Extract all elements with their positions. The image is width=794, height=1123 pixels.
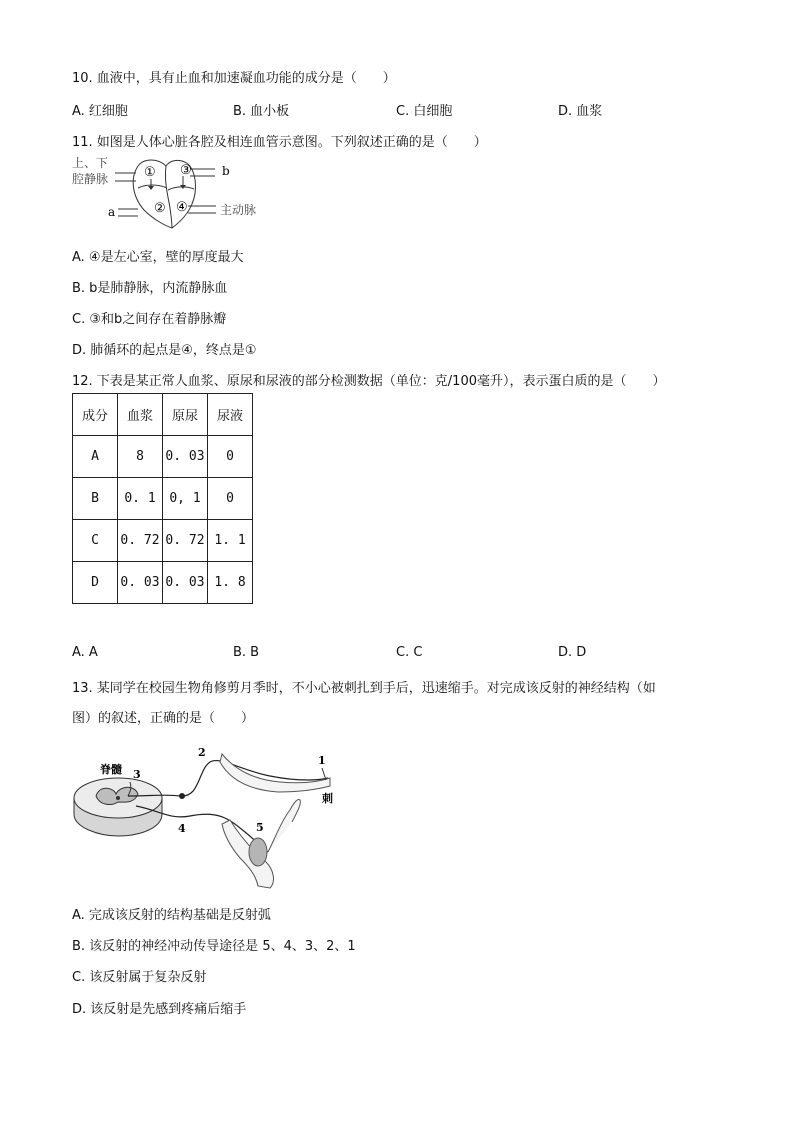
table-cell: 0. 03	[118, 562, 163, 604]
table-row	[73, 478, 253, 520]
table-cell: 0	[208, 436, 253, 478]
thorn-label: 刺	[322, 792, 333, 805]
label-5: 5	[256, 821, 264, 834]
chamber-1-label: ①	[144, 165, 156, 180]
table-header-cell: 成分	[73, 394, 118, 436]
table-cell: 0, 1	[163, 478, 208, 520]
spinal-cord-section	[74, 778, 162, 836]
q12-stem: 12. 下表是某正常人血浆、原尿和尿液的部分检测数据（单位：克/100毫升），表示蛋白质的是（ ）	[72, 374, 666, 389]
spinal-cord-label: 脊髓	[100, 763, 122, 776]
heart-diagram	[70, 152, 280, 232]
table-cell: 1. 1	[208, 520, 253, 562]
label-2: 2	[198, 746, 206, 759]
aorta-label: 主动脉	[220, 203, 257, 217]
vein-label-2: 腔静脉	[72, 172, 109, 186]
label-4: 4	[178, 822, 186, 835]
table-cell: A	[73, 436, 118, 478]
chamber-4-label: ④	[176, 200, 188, 215]
table-header-cell: 尿液	[208, 394, 253, 436]
table-cell: 0. 72	[118, 520, 163, 562]
q13-stem-line2: 图）的叙述，正确的是（ ）	[72, 711, 255, 726]
vessel-b-label: b	[222, 164, 230, 178]
q13-option-b[interactable]: B. 该反射的神经冲动传导途径是 5、4、3、2、1	[72, 939, 356, 954]
q12-option-c[interactable]: C. C	[396, 645, 423, 660]
label-3: 3	[133, 768, 141, 781]
table-cell: 1. 8	[208, 562, 253, 604]
reflex-arc-diagram	[70, 740, 350, 890]
q13-option-d[interactable]: D. 该反射是先感到疼痛后缩手	[72, 1002, 247, 1017]
table-header-cell: 血浆	[118, 394, 163, 436]
table-row	[73, 562, 253, 604]
vessel-a-label: a	[108, 205, 116, 219]
table-cell: 0. 1	[118, 478, 163, 520]
table-header-cell: 原尿	[163, 394, 208, 436]
table-cell: 0. 03	[163, 436, 208, 478]
arm-upper	[220, 754, 330, 792]
table-cell: 8	[118, 436, 163, 478]
chamber-2-label: ②	[154, 201, 166, 216]
q10-option-c[interactable]: C. 白细胞	[396, 104, 453, 119]
table-cell: 0	[208, 478, 253, 520]
q13-option-a[interactable]: A. 完成该反射的结构基础是反射弧	[72, 908, 271, 923]
table-cell: 0. 72	[163, 520, 208, 562]
q10-option-d[interactable]: D. 血浆	[558, 104, 603, 119]
q10-stem: 10. 血液中，具有止血和加速凝血功能的成分是（ ）	[72, 71, 396, 86]
q12-option-b[interactable]: B. B	[233, 645, 260, 660]
vein-label-1: 上、下	[72, 156, 109, 170]
q11-option-a[interactable]: A. ④是左心室，壁的厚度最大	[72, 250, 244, 265]
table-cell: D	[73, 562, 118, 604]
table-cell: 0. 03	[163, 562, 208, 604]
q13-option-c[interactable]: C. 该反射属于复杂反射	[72, 970, 207, 985]
q11-option-b[interactable]: B. b是肺静脉，内流静脉血	[72, 281, 228, 296]
q11-option-d[interactable]: D. 肺循环的起点是④，终点是①	[72, 343, 257, 358]
label-1: 1	[318, 754, 326, 767]
q12-option-d[interactable]: D. D	[558, 645, 587, 660]
chamber-3-label: ③	[180, 163, 192, 178]
q12-option-a[interactable]: A. A	[72, 645, 98, 660]
table-cell: B	[73, 478, 118, 520]
table-header-row	[73, 394, 253, 436]
table-row	[73, 520, 253, 562]
q11-stem: 11. 如图是人体心脏各腔及相连血管示意图。下列叙述正确的是（ ）	[72, 135, 487, 150]
q10-option-b[interactable]: B. 血小板	[233, 104, 290, 119]
data-table	[72, 393, 253, 604]
q11-option-c[interactable]: C. ③和b之间存在着静脉瓣	[72, 312, 227, 327]
q10-option-a[interactable]: A. 红细胞	[72, 104, 128, 119]
table-row	[73, 436, 253, 478]
q13-stem-line1: 13. 某同学在校园生物角修剪月季时，不小心被刺扎到手后，迅速缩手。对完成该反射的神经结构（如	[72, 681, 656, 696]
table-cell: C	[73, 520, 118, 562]
